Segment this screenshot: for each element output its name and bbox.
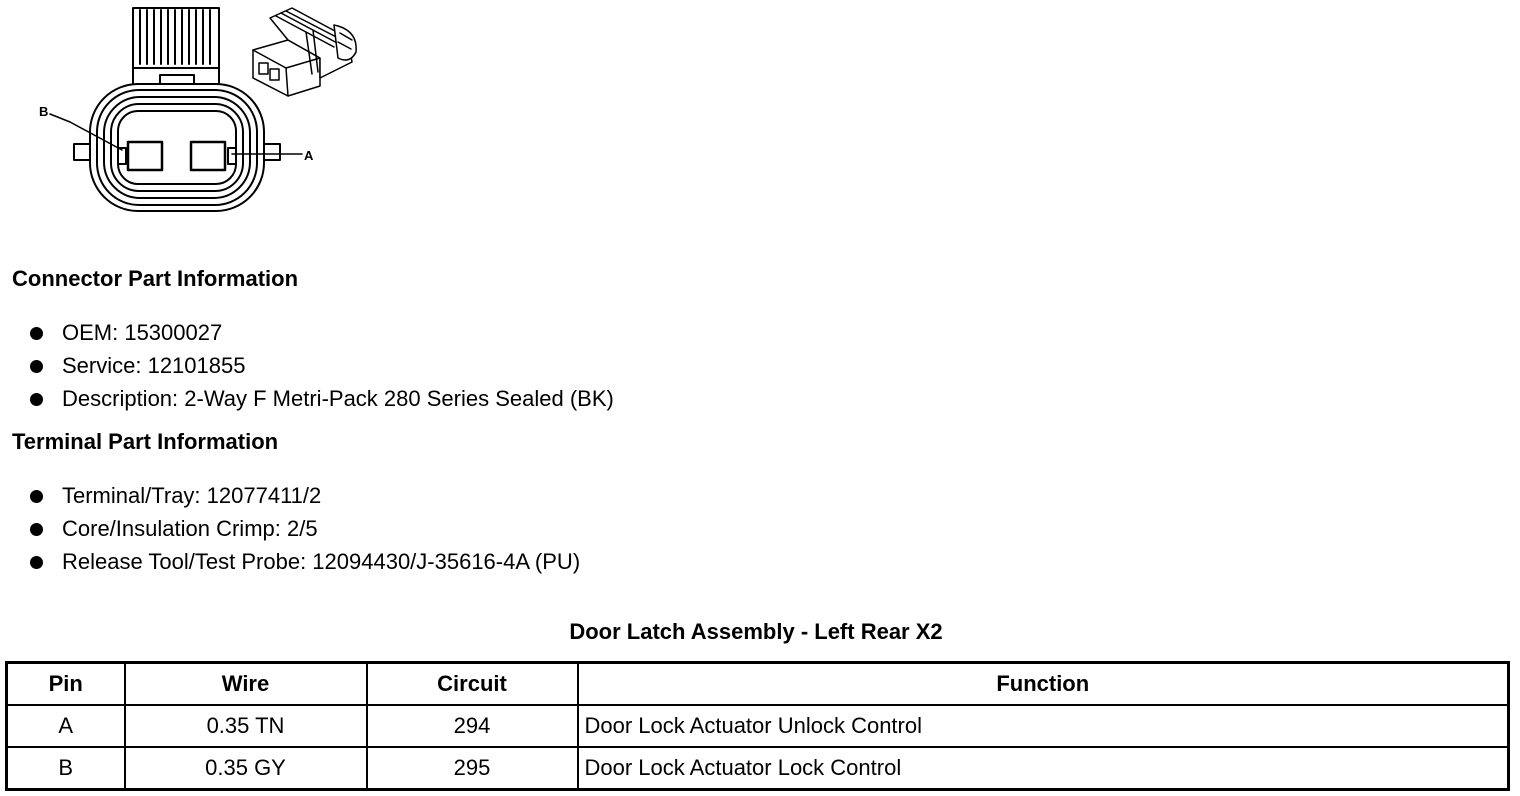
connector-part-info-list bbox=[30, 320, 614, 419]
list-item bbox=[30, 320, 614, 353]
function-column-header: Function bbox=[578, 663, 1509, 706]
pin-b-label: B bbox=[39, 104, 49, 119]
circuit-cell: 295 bbox=[367, 747, 578, 790]
pin-cell: A bbox=[7, 705, 125, 747]
bullet-icon bbox=[30, 556, 43, 569]
connector-face-view bbox=[74, 8, 280, 211]
function-cell: Door Lock Actuator Unlock Control bbox=[578, 705, 1509, 747]
pin-a-label: A bbox=[304, 148, 314, 163]
connector-part-info-heading: Connector Part Information bbox=[12, 266, 299, 291]
connector-isometric-icon bbox=[253, 8, 356, 96]
terminal-tray: Terminal/Tray: 12077411/2 bbox=[62, 483, 322, 508]
connector-diagram bbox=[0, 0, 380, 225]
table-row bbox=[7, 747, 1509, 790]
list-item bbox=[30, 549, 580, 582]
oem-part-number: OEM: 15300027 bbox=[62, 320, 223, 345]
circuit-column-header: Circuit bbox=[367, 663, 578, 706]
wire-cell: 0.35 TN bbox=[125, 705, 367, 747]
connector-description: Description: 2-Way F Metri-Pack 280 Series Sealed (BK) bbox=[62, 386, 614, 411]
list-item bbox=[30, 353, 614, 386]
pin-cell: B bbox=[7, 747, 125, 790]
bullet-icon bbox=[30, 490, 43, 503]
pin-table bbox=[5, 661, 1510, 791]
bullet-icon bbox=[30, 393, 43, 406]
terminal-part-info-heading: Terminal Part Information bbox=[12, 429, 279, 454]
table-row bbox=[7, 705, 1509, 747]
release-tool-test-probe: Release Tool/Test Probe: 12094430/J-35616-4A (PU) bbox=[62, 549, 581, 574]
pin-table-title: Door Latch Assembly - Left Rear X2 bbox=[569, 619, 943, 644]
list-item bbox=[30, 516, 580, 549]
bullet-icon bbox=[30, 360, 43, 373]
pin-column-header: Pin bbox=[7, 663, 125, 706]
service-part-number: Service: 12101855 bbox=[62, 353, 246, 378]
table-header-row bbox=[7, 663, 1509, 706]
terminal-part-info-list bbox=[30, 483, 580, 582]
bullet-icon bbox=[30, 327, 43, 340]
wire-column-header: Wire bbox=[125, 663, 367, 706]
wire-cell: 0.35 GY bbox=[125, 747, 367, 790]
function-cell: Door Lock Actuator Lock Control bbox=[578, 747, 1509, 790]
bullet-icon bbox=[30, 523, 43, 536]
list-item bbox=[30, 386, 614, 419]
circuit-cell: 294 bbox=[367, 705, 578, 747]
list-item bbox=[30, 483, 580, 516]
core-insulation-crimp: Core/Insulation Crimp: 2/5 bbox=[62, 516, 318, 541]
